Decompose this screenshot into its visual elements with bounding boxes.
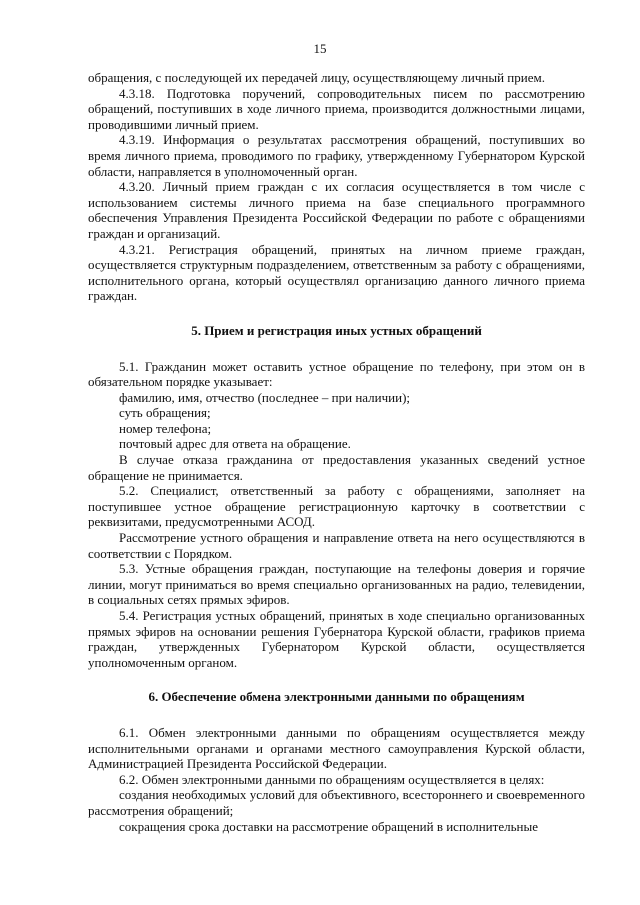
paragraph-refusal: В случае отказа гражданина от предоставления указанных сведений устное обращение не принимается. — [88, 452, 585, 483]
paragraph-purpose-2: сокращения срока доставки на рассмотрение обращений в исполнительные — [119, 818, 538, 834]
section-5-heading: 5. Прием и регистрация иных устных обращений — [191, 322, 482, 338]
paragraph-continuation: обращения, с последующей их передачей лицу, осуществляющему личный прием. — [88, 70, 545, 85]
paragraph-6-1: 6.1. Обмен электронными данными по обращениям осуществляется между исполнительными органами и органами местного самоуправления Курской области, Администрацией Президента Российской Федерации. — [88, 724, 585, 772]
paragraph-5-3: 5.3. Устные обращения граждан, поступающие на телефоны доверия и горячие линии, могут приниматься во время специально организованных на радио, телевидении, в социальных сетях прямых эфиров. — [88, 561, 585, 608]
paragraph-4-3-21: 4.3.21. Регистрация обращений, принятых на личном приеме граждан, осуществляется структурным подразделением, ответственным за работу с обращениями, исполнительного органа, который осуществлял организацию данного личного приема граждан. — [88, 241, 585, 304]
paragraph-5-2: 5.2. Специалист, ответственный за работу с обращениями, заполняет на поступившее устное обращение регистрационную карточку в соответствии с реквизитами, предусмотренными АСОД. — [88, 483, 585, 530]
paragraph-purpose-1: создания необходимых условий для объективного, всестороннего и своевременного рассмотрения обращений; — [88, 787, 585, 818]
paragraph-5-4: 5.4. Регистрация устных обращений, принятых в ходе специально организованных прямых эфиров на основании решения Губернатора Курской области, графиков приема граждан, утвержденных Губернатором Курской области, осуществляется уполномоченным органом. — [88, 608, 585, 670]
paragraph-5-1: 5.1. Гражданин может оставить устное обращение по телефону, при этом он в обязательном порядке указывает: — [88, 358, 585, 390]
list-item: суть обращения; — [119, 405, 211, 421]
list-item: почтовый адрес для ответа на обращение. — [119, 436, 351, 452]
page-number: 15 — [313, 41, 327, 56]
paragraph-4-3-20: 4.3.20. Личный прием граждан с их согласия осуществляется в том числе с использованием системы личного приема на базе специального программного обеспечения Управления Президента Российской Федерации по работе с обращениями граждан и организаций. — [88, 179, 585, 241]
paragraph-6-2: 6.2. Обмен электронными данными по обращениям осуществляется в целях: — [119, 771, 545, 787]
paragraph-4-3-18: 4.3.18. Подготовка поручений, сопроводительных писем по рассмотрению обращений, поступивших в ходе личного приема, производится должностными лицами, проводившими личный прием. — [88, 85, 585, 132]
list-item: фамилию, имя, отчество (последнее – при наличии); — [119, 389, 411, 405]
document-body — [88, 70, 585, 834]
list-item: номер телефона; — [119, 420, 212, 436]
section-6-heading: 6. Обеспечение обмена электронными данными по обращениям — [148, 689, 525, 705]
paragraph-review: Рассмотрение устного обращения и направление ответа на него осуществляются в соответствии с Порядком. — [88, 530, 585, 561]
paragraph-4-3-19: 4.3.19. Информация о результатах рассмотрения обращений, поступивших во время личного приема, проводимого по графику, утвержденному Губернатором Курской области, направляется в уполномоченный орган. — [88, 132, 585, 179]
